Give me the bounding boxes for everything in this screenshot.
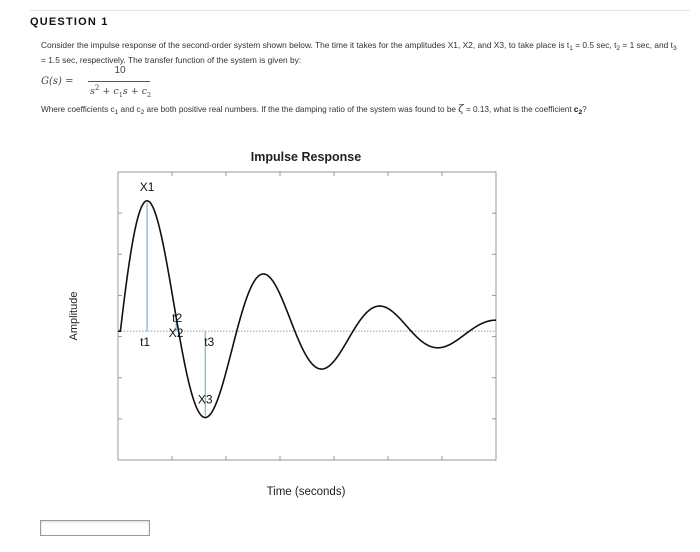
annotation-x3: X3 (197, 392, 213, 407)
annotation-x1: X1 (139, 179, 155, 194)
zeta-symbol: ζ (458, 104, 464, 115)
annotation-x2: X2 (168, 326, 184, 341)
annotation-t1: t1 (140, 335, 151, 350)
transfer-function-numerator: 10 (114, 65, 126, 76)
question-header: QUESTION 1 (30, 16, 109, 28)
annotation-labels (140, 180, 215, 407)
transfer-function-denominator: $s^2 + c_1s + c_2$ (90, 84, 152, 100)
answer-input[interactable] (40, 520, 150, 536)
annotation-t3: t3 (204, 335, 215, 350)
transfer-function-lhs: G(s) = (41, 76, 74, 87)
peak-marker-lines (147, 203, 205, 416)
chart-title: Impulse Response (250, 150, 362, 164)
y-axis-label: Amplitude (68, 291, 80, 341)
annotation-t2: t2 (172, 311, 183, 326)
impulse-response-curve (118, 201, 496, 418)
x-axis-label: Time (seconds) (266, 486, 346, 498)
question-followup: Where coefficients $c_1$ and $c_2$ are both positive real numbers. If the the damping ratio of the system was found to be ζ = 0.13, what is the coefficient $c_2$? (41, 104, 587, 116)
question-intro: Consider the impulse response of the second-order system shown below. The time it takes for the amplitudes X1, X2, and X3, to take place is $t_1 = 0.5$ sec, $t_2 = 1$ sec, and $t_3 = 1.5$ sec, respectively. The transfer function of the system is given by: (41, 40, 677, 65)
